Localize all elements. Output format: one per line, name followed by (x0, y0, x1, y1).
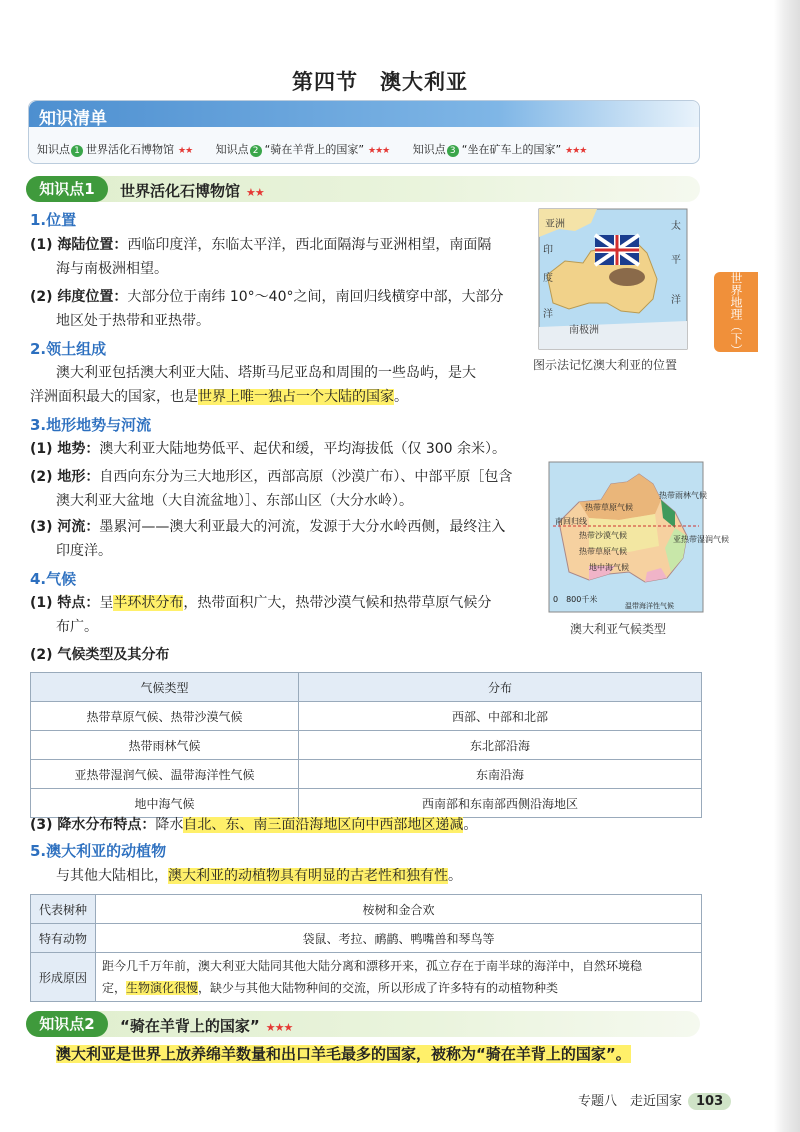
map2-scale: 0 800千米 (553, 595, 598, 604)
table-row (31, 924, 702, 953)
table-cell: 袋鼠、考拉、鸸鹋、鸭嘴兽和琴鸟等 (96, 924, 702, 953)
map2-label: 热带草原气候 (579, 547, 627, 556)
s3-line-2 (30, 465, 512, 489)
kp-number: 1 (71, 145, 83, 157)
knowledge-list-heading: 知识清单 (39, 109, 107, 129)
text: 与其他大陆相比， (56, 868, 168, 884)
table-cell: 热带草原气候、热带沙漠气候 (31, 702, 299, 731)
table-row-label: 代表树种 (31, 895, 96, 924)
flora-fauna-table (30, 894, 702, 1002)
text: 澳大利亚大陆地势低平、起伏和缓，平均海拔低（仅 300 余米）。 (99, 441, 507, 457)
kp1-name-text: 世界活化石博物馆 (120, 182, 241, 200)
map1-label: 洋 (543, 309, 553, 320)
map1-label: 印 (543, 245, 553, 256)
page-number: 103 (688, 1093, 731, 1110)
highlighted-text: 生物演化很慢 (126, 981, 199, 995)
map2-label: 热带沙漠气候 (579, 531, 627, 540)
star-icons: ★★ (246, 186, 264, 199)
australia-location-map (539, 209, 687, 349)
kp-text: “骑在羊背上的国家” (264, 143, 365, 156)
section-5-heading: 5.澳大利亚的动植物 (30, 842, 167, 860)
text: 定， (102, 981, 127, 995)
kp-label: 知识点 (412, 143, 446, 156)
table-row (31, 760, 702, 789)
table-cell: 东南沿海 (299, 760, 702, 789)
text: 呈 (99, 595, 114, 611)
text: 距今几千万年前，澳大利亚大陆同其他大陆分离和漂移开来，孤立存在于南半球的海洋中，自然环境稳 (102, 959, 643, 973)
kp2-name-text: “骑在羊背上的国家” (120, 1017, 260, 1035)
kp2-text (56, 1042, 631, 1066)
highlighted-text: 自北、东、南三面沿海地区向中西部地区递减 (183, 817, 464, 833)
s3-line-3b: 印度洋。 (56, 543, 112, 559)
kp-text: 世界活化石博物馆 (86, 143, 174, 156)
table-row (31, 702, 702, 731)
table-cell: 亚热带湿润气候、温带海洋性气候 (31, 760, 299, 789)
table-header: 气候类型 (31, 673, 299, 702)
map2-label: 亚热带湿润气候 (673, 535, 729, 544)
kp-label: 知识点 (37, 143, 70, 156)
map2-label: 温带海洋性气候 (625, 602, 674, 610)
s4-line-1 (30, 591, 491, 615)
table-cell: 热带雨林气候 (31, 731, 299, 760)
section-4-heading: 4.气候 (30, 570, 77, 588)
label: (3) 降水分布特点： (30, 817, 156, 833)
s4-line-3 (30, 813, 477, 837)
section-3-heading: 3.地形地势与河流 (30, 416, 152, 434)
map1-label: 南极洲 (569, 325, 599, 336)
table-row (31, 895, 702, 924)
star-icons: ★★★ (265, 1021, 293, 1034)
map2-caption: 澳大利亚气候类型 (570, 622, 667, 636)
text: 洋洲面积最大的国家，也是 (30, 389, 198, 405)
knowledge-point-2 (216, 143, 390, 156)
table-cell: 西南部和东南部西侧沿海地区 (299, 789, 702, 818)
table-row (31, 731, 702, 760)
map2-label: 南回归线 (555, 517, 587, 526)
star-icons: ★★★ (565, 146, 587, 156)
s3-line-3 (30, 515, 505, 539)
knowledge-points-row (37, 141, 606, 157)
label: (1) 海陆位置： (30, 237, 128, 253)
s1-line-2 (30, 285, 504, 309)
table-row-label: 形成原因 (31, 953, 96, 1002)
star-icons: ★★★ (368, 146, 390, 156)
label: (1) 地势： (30, 441, 100, 457)
star-icons: ★★ (178, 146, 193, 156)
text: 自西向东分为三大地形区，西部高原（沙漠广布）、中部平原［包含 (99, 469, 513, 485)
table-cell: 西部、中部和北部 (299, 702, 702, 731)
text: 。 (448, 868, 462, 884)
s3-line-2b: 澳大利亚大盆地（大自流盆地）］、东部山区（大分水岭）。 (56, 493, 413, 509)
map1-label: 洋 (671, 295, 681, 306)
label: (2) 纬度位置： (30, 289, 128, 305)
kp-number: 2 (250, 145, 262, 157)
s4-line-1b: 布广。 (56, 619, 98, 635)
text: 大部分位于南纬 10°～40°之间，南回归线横穿中部，大部分 (127, 289, 504, 305)
table-header: 分布 (299, 673, 702, 702)
table-cell: 地中海气候 (31, 789, 299, 818)
kp2-bar (26, 1011, 700, 1037)
knowledge-point-1 (37, 143, 192, 156)
kp1-bar (26, 176, 700, 202)
text: 。 (463, 817, 478, 833)
highlighted-text: 澳大利亚的动植物具有明显的古老性和独有性 (168, 868, 448, 884)
s3-line-1 (30, 437, 506, 461)
map1-caption: 图示法记忆澳大利亚的位置 (533, 358, 678, 372)
table-cell (96, 953, 702, 1002)
table-header-row (31, 673, 702, 702)
kp-label: 知识点 (215, 143, 249, 156)
table-cell: 东北部沿海 (299, 731, 702, 760)
section-2-heading: 2.领土组成 (30, 340, 107, 358)
side-chapter-tab: 世界地理（下） (714, 272, 758, 352)
footer-topic: 专题八 走近国家 (578, 1094, 683, 1109)
map1-label: 度 (543, 273, 553, 284)
label: (3) 河流： (30, 519, 100, 535)
page-footer (578, 1090, 731, 1110)
kp-number: 3 (447, 145, 459, 157)
table-cell: 桉树和金合欢 (96, 895, 702, 924)
knowledge-list-header (29, 101, 699, 127)
map2-label: 热带雨林气候 (659, 491, 707, 500)
map1-label: 平 (671, 255, 681, 266)
text: 西临印度洋，东临太平洋，西北面隔海与亚洲相望，南面隔 (127, 237, 492, 253)
map2-label: 地中海气候 (589, 563, 629, 572)
page-edge (774, 0, 800, 1132)
s1-line-1 (30, 233, 491, 257)
kp1-name (120, 180, 264, 201)
map2-label: 热带草原气候 (585, 503, 633, 512)
label: (1) 特点： (30, 595, 100, 611)
table-row-label: 特有动物 (31, 924, 96, 953)
highlighted-text: 世界上唯一独占一个大陆的国家 (198, 389, 394, 405)
table-row (31, 953, 702, 1002)
text: 降水 (155, 817, 184, 833)
knowledge-point-3 (413, 143, 587, 156)
kp-text: “坐在矿车上的国家” (461, 143, 562, 156)
section-1-heading: 1.位置 (30, 211, 77, 229)
highlighted-text: 澳大利亚是世界上放养绵羊数量和出口羊毛最多的国家，被称为“骑在羊背上的国家”。 (56, 1045, 631, 1063)
s1-line-1b: 海与南极洲相望。 (56, 261, 168, 277)
knowledge-list-box (28, 100, 700, 164)
kp2-tag: 知识点2 (26, 1011, 108, 1037)
text: 墨累河——澳大利亚最大的河流，发源于大分水岭西侧，最终注入 (99, 519, 506, 535)
kp1-tag: 知识点1 (26, 176, 108, 202)
australia-climate-map (549, 462, 729, 612)
s2-line-1: 澳大利亚包括澳大利亚大陆、塔斯马尼亚岛和周围的一些岛屿，是大 (56, 365, 476, 381)
map1-label: 亚洲 (545, 219, 565, 230)
climate-table (30, 672, 702, 818)
text: 。 (394, 389, 408, 405)
s5-line-1 (56, 864, 462, 888)
kp2-name (120, 1015, 292, 1036)
label: (2) 地形： (30, 469, 100, 485)
text: ，热带面积广大，热带沙漠气候和热带草原气候分 (183, 595, 492, 611)
text: ，缺少与其他大陆物种间的交流，所以形成了许多特有的动植物种类 (198, 981, 559, 995)
highlighted-text: 半环状分布 (113, 595, 184, 611)
page-title: 第四节 澳大利亚 (292, 70, 468, 94)
s4-line-2: (2) 气候类型及其分布 (30, 647, 170, 663)
s2-line-2 (30, 385, 408, 409)
s1-line-2b: 地区处于热带和亚热带。 (56, 313, 210, 329)
map1-label: 太 (671, 221, 681, 232)
